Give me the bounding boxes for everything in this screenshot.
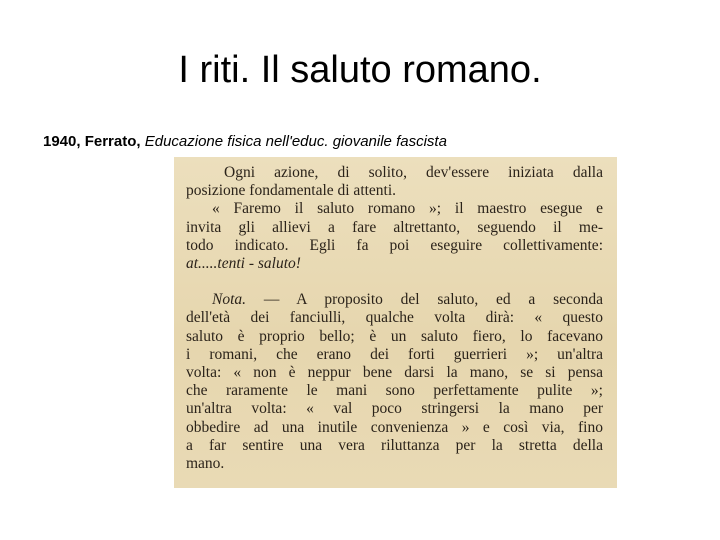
caption [43,132,703,152]
text-line: posizione fondamentale di attenti. [186,182,397,200]
nota-paragraph [186,291,603,473]
text-line: i romani, che erano dei forti guerrieri »; un'altra [186,345,603,363]
nota-label: Nota. [212,291,247,309]
text-line: saluto è proprio bello; è un saluto fiero, lo facevano [186,327,603,345]
text-line: obbedire ad una inutile convenienza » e così via, fino [186,418,603,436]
nota-text: — A proposito del saluto, ed a seconda [263,291,604,309]
text-line: invita gli allievi a fare altrettanto, seguendo il me- [186,218,603,236]
text-line: volta: « non è neppur bene darsi la mano, se si pensa [186,364,603,382]
text-line: un'altra volta: « val poco stringersi la mano per [186,400,603,418]
text-line: Ogni azione, di solito, dev'essere iniziata dalla [224,164,603,181]
caption-year-author: 1940, Ferrato, [43,133,145,150]
scanned-text-excerpt [174,157,617,488]
text-line: che raramente le mani sono perfettamente pulite »; [186,382,603,400]
paragraph-1 [186,164,603,200]
command-line: at.....tenti - saluto! [186,255,301,273]
text-line: todo indicato. Egli fa poi eseguire collettivamente: [186,236,603,254]
text-line: dell'età dei fanciulli, qualche volta dirà: « questo [186,309,603,327]
caption-work-title: Educazione fisica nell'educ. giovanile fascista [144,133,447,150]
text-line: mano. [186,455,225,473]
text-line [186,291,603,309]
paragraph-2 [186,200,603,273]
text-line: a far sentire una vera riluttanza per la stretta della [186,436,603,454]
slide-title: I riti. Il saluto romano. [178,49,542,91]
paragraph-gap [186,273,603,291]
text-line: « Faremo il saluto romano »; il maestro esegue e [212,200,603,218]
